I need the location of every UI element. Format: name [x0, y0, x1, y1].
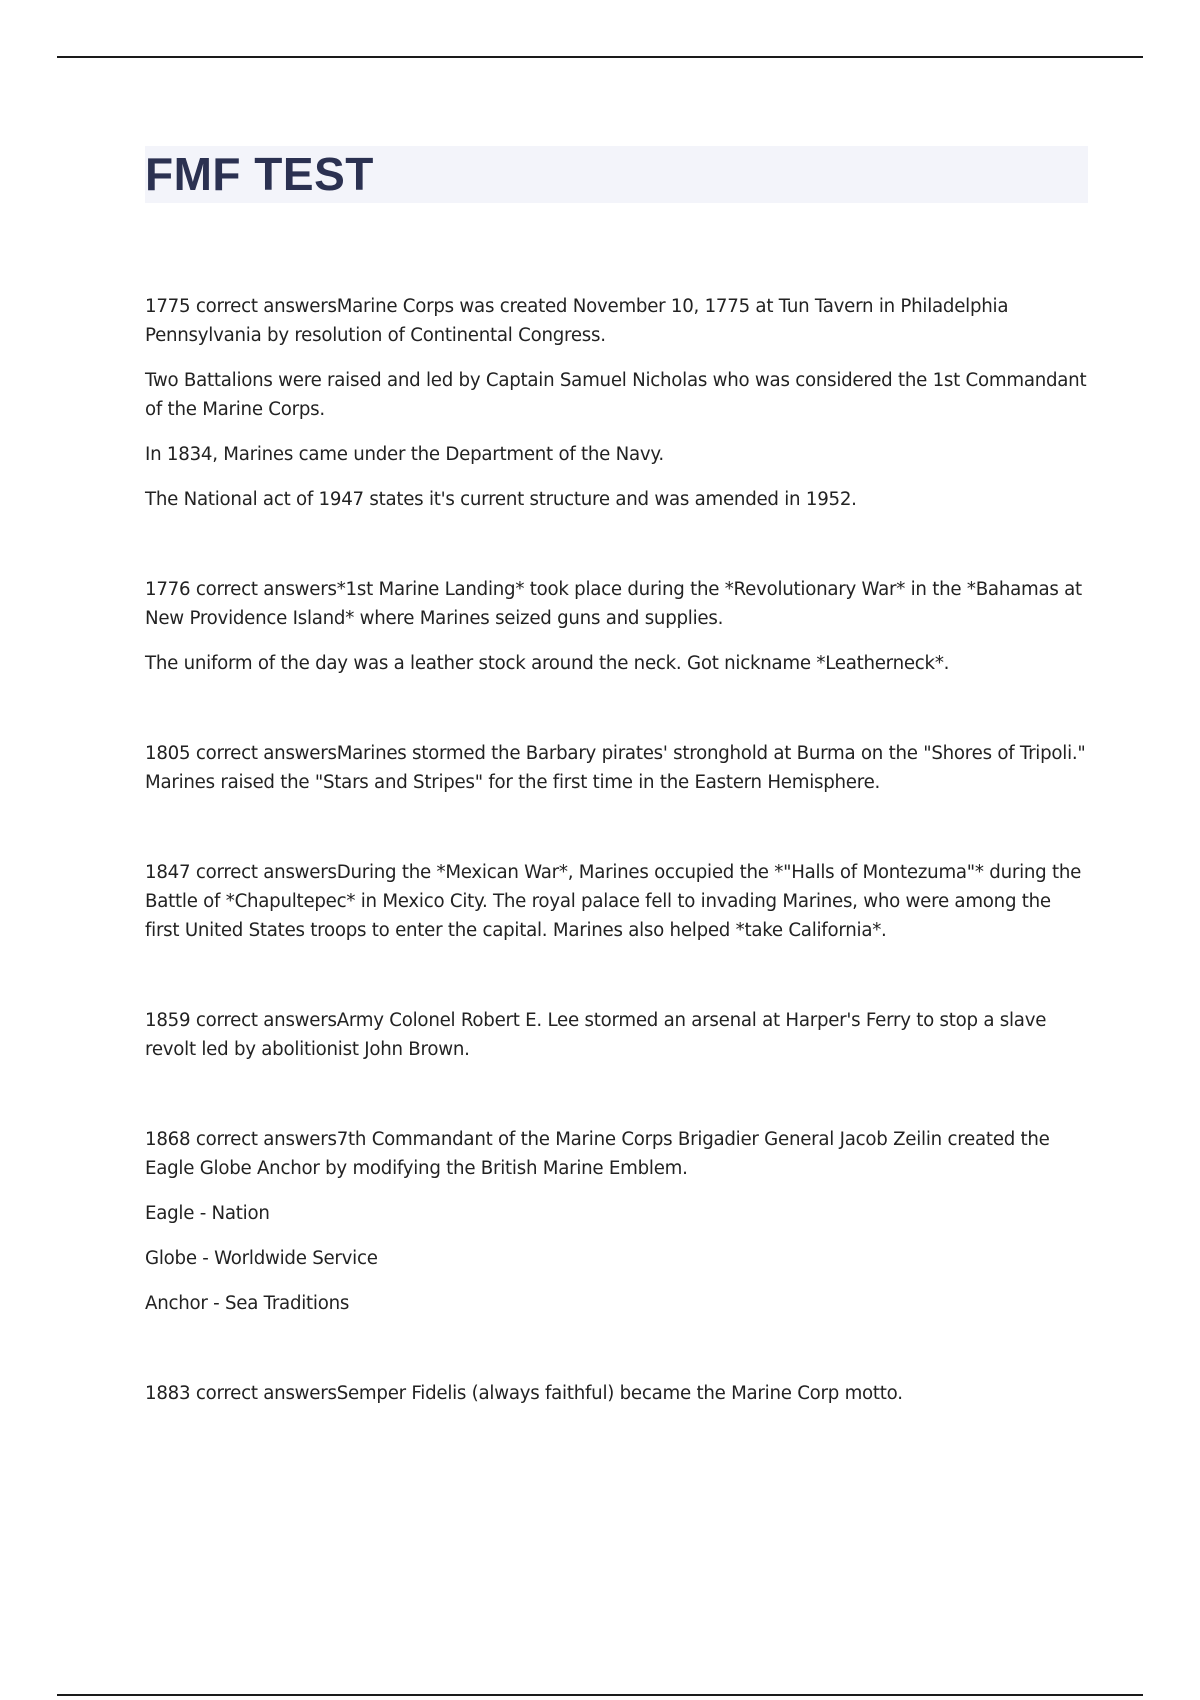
entry-1859 [145, 1006, 1090, 1064]
entry-1883 [145, 1379, 1090, 1408]
entry-paragraph: 1847 correct answersDuring the *Mexican War*, Marines occupied the *"Halls of Montezuma"* during the Battle of *Chapultepec* in Mexico City. The royal palace fell to invading Marines, who were among the first United States troops to enter the capital. Marines also helped *take California*. [145, 862, 1082, 941]
entry-paragraph: Globe - Worldwide Service [145, 1248, 378, 1269]
entries-list [145, 292, 1090, 1469]
top-rule [57, 56, 1143, 58]
entry-paragraph: Eagle - Nation [145, 1203, 270, 1224]
entry-1847 [145, 858, 1090, 945]
entry-paragraph: The National act of 1947 states it's current structure and was amended in 1952. [145, 489, 857, 510]
entry-paragraph: 1883 correct answersSemper Fidelis (always faithful) became the Marine Corp motto. [145, 1383, 903, 1404]
entry-paragraph: Two Battalions were raised and led by Captain Samuel Nicholas who was considered the 1st Commandant of the Marine Corps. [145, 370, 1087, 420]
entry-1868 [145, 1125, 1090, 1318]
entry-1776 [145, 575, 1090, 678]
entry-paragraph: 1868 correct answers7th Commandant of the Marine Corps Brigadier General Jacob Zeilin created the Eagle Globe Anchor by modifying the British Marine Emblem. [145, 1129, 1050, 1179]
entry-1805 [145, 739, 1090, 797]
entry-paragraph: 1859 correct answersArmy Colonel Robert E. Lee stormed an arsenal at Harper's Ferry to stop a slave revolt led by abolitionist John Brown. [145, 1010, 1047, 1060]
bottom-rule [57, 1694, 1143, 1696]
entry-paragraph: 1775 correct answersMarine Corps was created November 10, 1775 at Tun Tavern in Philadelphia Pennsylvania by resolution of Continental Congress. [145, 296, 1009, 346]
entry-paragraph: 1805 correct answersMarines stormed the Barbary pirates' stronghold at Burma on the "Shores of Tripoli." Marines raised the "Stars and Stripes" for the first time in the Eastern Hemisphere. [145, 743, 1086, 793]
page-title: FMF TEST [145, 148, 374, 200]
entry-paragraph: In 1834, Marines came under the Department of the Navy. [145, 444, 664, 465]
entry-paragraph: The uniform of the day was a leather stock around the neck. Got nickname *Leatherneck*. [145, 653, 950, 674]
entry-1775 [145, 292, 1090, 514]
entry-paragraph: Anchor - Sea Traditions [145, 1293, 350, 1314]
entry-paragraph: 1776 correct answers*1st Marine Landing* took place during the *Revolutionary War* in the *Bahamas at New Providence Island* where Marines seized guns and supplies. [145, 579, 1082, 629]
